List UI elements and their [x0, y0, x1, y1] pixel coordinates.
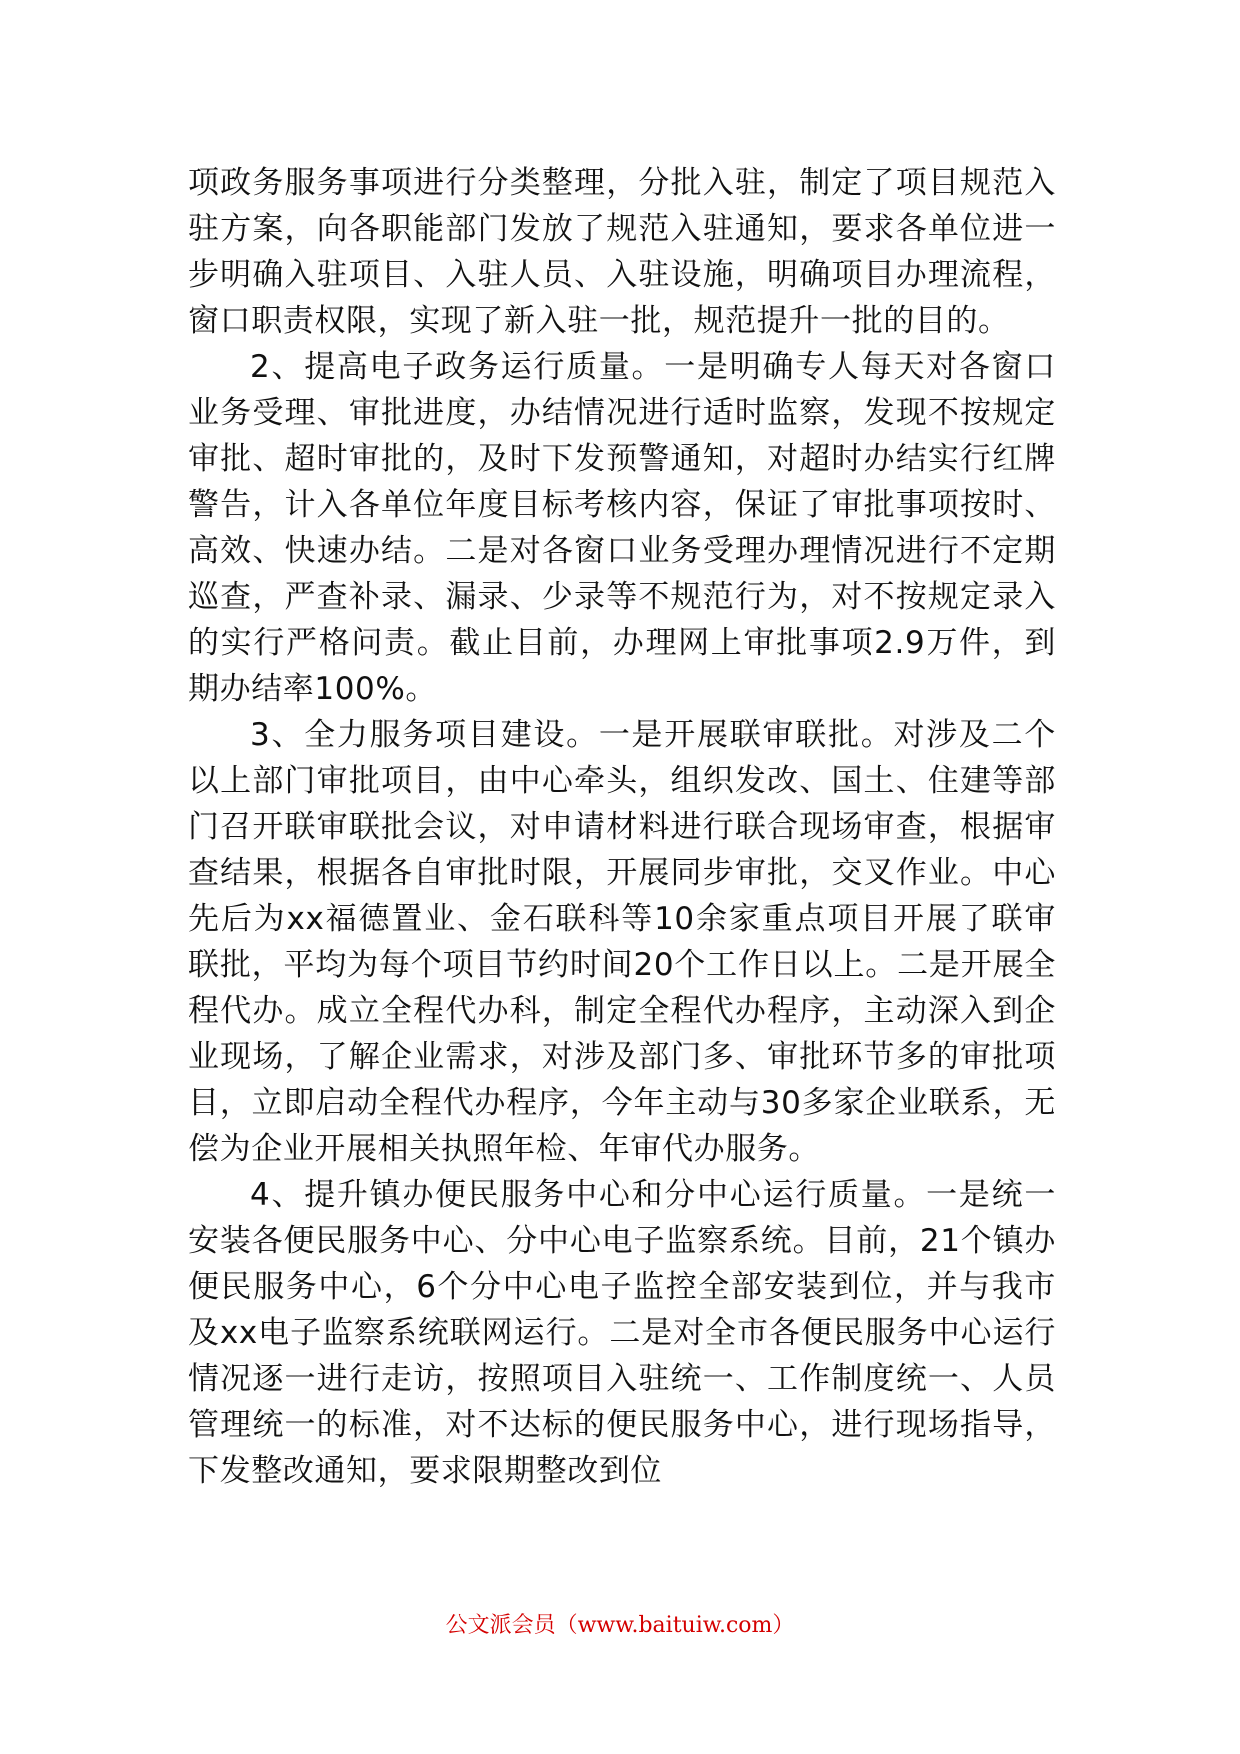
document-body — [188, 160, 1056, 1494]
paragraph-item-3: 3、全力服务项目建设。一是开展联审联批。对涉及二个以上部门审批项目，由中心牵头，组织发改、国土、住建等部门召开联审联批会议，对申请材料进行联合现场审查，根据审查结果，根据各自审批时限，开展同步审批，交叉作业。中心先后为xx福德置业、金石联科等10余家重点项目开展了联审联批，平均为每个项目节约时间20个工作日以上。二是开展全程代办。成立全程代办科，制定全程代办程序，主动深入到企业现场，了解企业需求，对涉及部门多、审批环节多的审批项目，立即启动全程代办程序，今年主动与30多家企业联系，无偿为企业开展相关执照年检、年审代办服务。 — [188, 717, 1056, 1167]
paragraph-item-4: 4、提升镇办便民服务中心和分中心运行质量。一是统一安装各便民服务中心、分中心电子监察系统。目前，21个镇办便民服务中心，6个分中心电子监控全部安装到位，并与我市及xx电子监察系统联网运行。二是对全市各便民服务中心运行情况逐一进行走访，按照项目入驻统一、工作制度统一、人员管理统一的标准，对不达标的便民服务中心，进行现场指导，下发整改通知，要求限期整改到位 — [188, 1177, 1056, 1489]
paragraph-item-2: 2、提高电子政务运行质量。一是明确专人每天对各窗口业务受理、审批进度，办结情况进行适时监察，发现不按规定审批、超时审批的，及时下发预警通知，对超时办结实行红牌警告，计入各单位年度目标考核内容，保证了审批事项按时、高效、快速办结。二是对各窗口业务受理办理情况进行不定期巡查，严查补录、漏录、少录等不规范行为，对不按规定录入的实行严格问责。截止目前，办理网上审批事项2.9万件，到期办结率100%。 — [188, 349, 1056, 707]
footer-watermark: 公文派会员（www.baituiw.com） — [445, 1613, 795, 1638]
paragraph-continuation: 项政务服务事项进行分类整理，分批入驻，制定了项目规范入驻方案，向各职能部门发放了规范入驻通知，要求各单位进一步明确入驻项目、入驻人员、入驻设施，明确项目办理流程，窗口职责权限，实现了新入驻一批，规范提升一批的目的。 — [188, 165, 1056, 339]
